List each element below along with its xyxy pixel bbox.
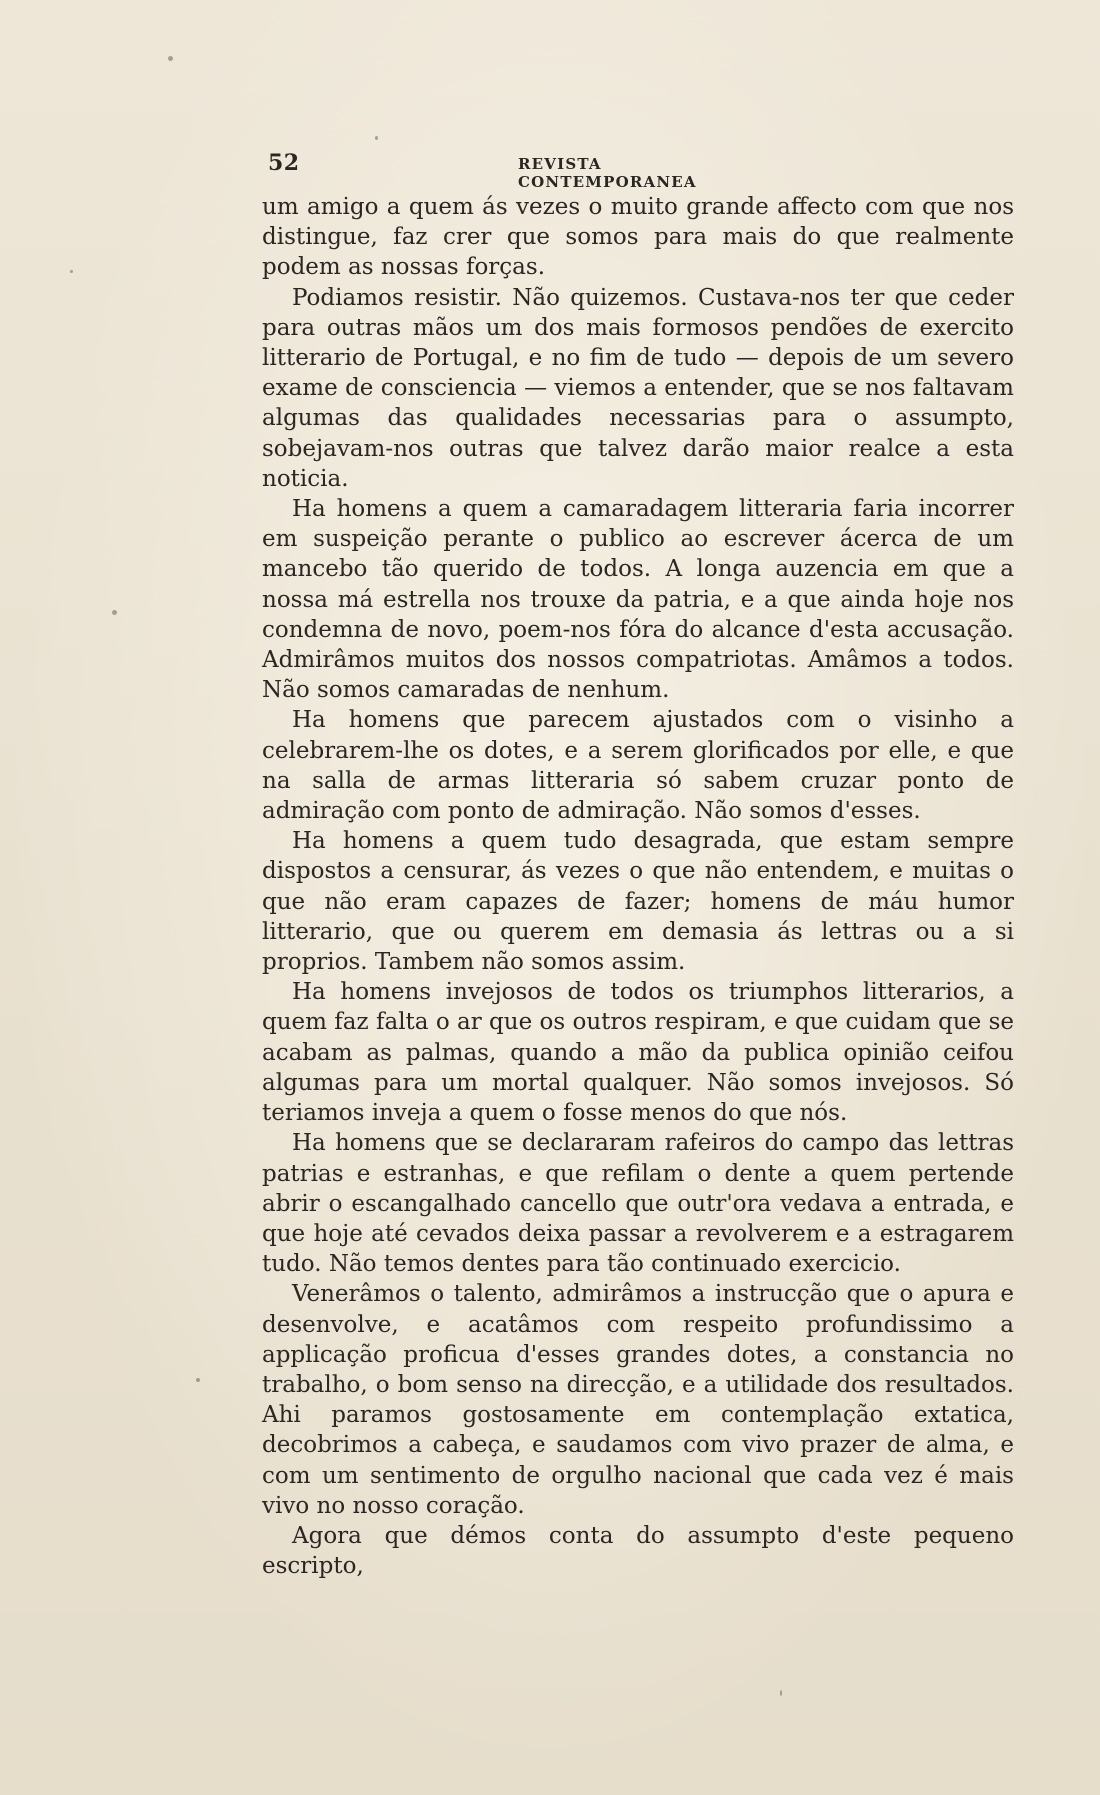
ink-speck [168, 56, 173, 61]
paragraph: um amigo a quem ás vezes o muito grande affecto com que nos distingue, faz crer que somos para mais do que realmente podem as nossas forças. [262, 194, 1014, 281]
ink-speck [112, 610, 117, 615]
paragraph: Podiamos resistir. Não quizemos. Custava-nos ter que ceder para outras mãos um dos mais formosos pendões de exercito litterario de Portugal, e no fim de tudo — depois de um severo exame de consciencia — viemos a entender, que se nos faltavam algumas das qualidades necessarias para o assumpto, sobejavam-nos outras que talvez darão maior realce a esta noticia. [262, 284, 1014, 492]
paragraph: Ha homens a quem a camaradagem litteraria faria incorrer em suspeição perante o publico ao escrever ácerca de um mancebo tão querido de todos. A longa auzencia em que a nossa má estrella nos trouxe da patria, e a que ainda hoje nos condemna de novo, poem-nos fóra do alcance d'esta accusação. Admirâmos muitos dos nossos compatriotas. Amâmos a todos. Não somos camaradas de nenhum. [262, 496, 1014, 704]
page-header [268, 150, 776, 191]
body-text [262, 192, 1014, 1581]
ink-speck [70, 270, 73, 273]
paragraph: Ha homens a quem tudo desagrada, que estam sempre dispostos a censurar, ás vezes o que não entendem, e muitas o que não eram capazes de fazer; homens de máu humor litterario, que ou querem em demasia ás lettras ou a si proprios. Tambem não somos assim. [262, 828, 1014, 976]
running-title: REVISTA CONTEMPORANEA [518, 155, 697, 191]
page-number: 52 [268, 150, 300, 176]
paragraph: Ha homens que se declararam rafeiros do campo das lettras patrias e estranhas, e que refilam o dente a quem pertende abrir o escangalhado cancello que outr'ora vedava a entrada, e que hoje até cevados deixa passar a revolverem e a estragarem tudo. Não temos dentes para tão continuado exercicio. [262, 1130, 1014, 1278]
paragraph: Ha homens invejosos de todos os triumphos litterarios, a quem faz falta o ar que os outros respiram, e que cuidam que se acabam as palmas, quando a mão da publica opinião ceifou algumas para um mortal qualquer. Não somos invejosos. Só teriamos inveja a quem o fosse menos do que nós. [262, 979, 1014, 1127]
paragraph: Ha homens que parecem ajustados com o visinho a celebrarem-lhe os dotes, e a serem glorificados por elle, e que na salla de armas litteraria só sabem cruzar ponto de admiração com ponto de admiração. Não somos d'esses. [262, 707, 1014, 825]
ink-speck [375, 136, 378, 140]
ink-speck [196, 1378, 200, 1382]
paragraph: Venerâmos o talento, admirâmos a instrucção que o apura e desenvolve, e acatâmos com respeito profundissimo a applicação proficua d'esses grandes dotes, a constancia no trabalho, o bom senso na direcção, e a utilidade dos resultados. Ahi paramos gostosamente em contemplação extatica, decobrimos a cabeça, e saudamos com vivo prazer de alma, e com um sentimento de orgulho nacional que cada vez é mais vivo no nosso coração. [262, 1281, 1014, 1519]
ink-speck [780, 1690, 782, 1696]
paragraph: Agora que démos conta do assumpto d'este pequeno escripto, [262, 1522, 1014, 1580]
